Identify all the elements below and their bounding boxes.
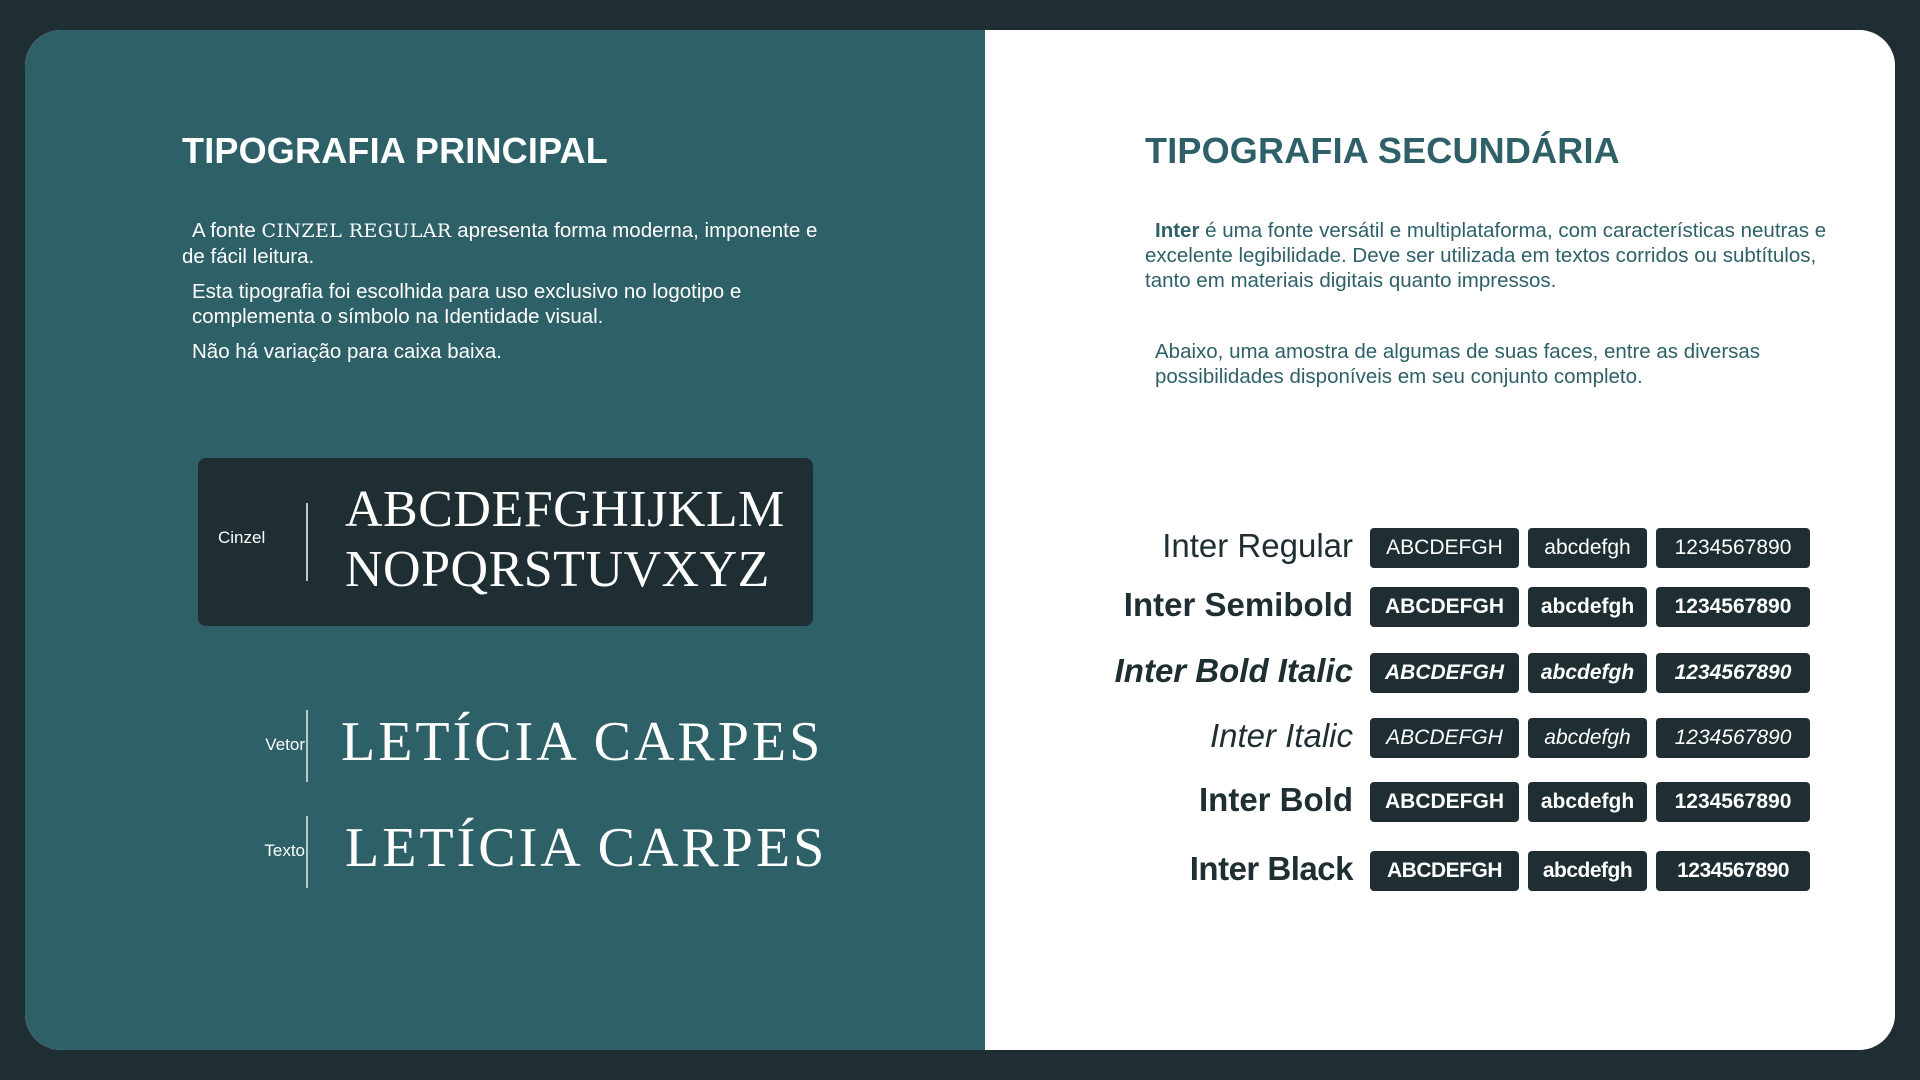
weight-label: Inter Bold Italic <box>1114 652 1353 689</box>
secondary-title: TIPOGRAFIA SECUNDÁRIA <box>1145 130 1620 171</box>
digits-sample: 1234567890 <box>1656 587 1810 627</box>
p1-font-name: CINZEL REGULAR <box>261 220 452 242</box>
secondary-p1-text: é uma fonte versátil e multiplataforma, com características neutras e excelente legibilidade. Deve ser utilizada em textos corridos ou subtítulos, tanto em materiais digitais quanto impressos. <box>1145 219 1827 292</box>
text-divider <box>306 816 308 888</box>
digits-sample: 1234567890 <box>1656 718 1810 758</box>
weight-label: Inter Regular <box>1162 527 1353 564</box>
lowercase-sample: abcdefgh <box>1528 653 1647 693</box>
uppercase-sample: ABCDEFGH <box>1370 851 1519 891</box>
vector-label: Vetor <box>265 735 305 754</box>
typography-card <box>25 30 1895 1050</box>
uppercase-sample: ABCDEFGH <box>1370 653 1519 693</box>
digits-sample: 1234567890 <box>1656 653 1810 693</box>
weight-label: Inter Semibold <box>1123 586 1353 623</box>
weight-label: Inter Bold <box>1199 781 1353 818</box>
digits-sample: 1234567890 <box>1656 851 1810 891</box>
specimen-divider <box>306 503 308 581</box>
p1-suffix: apresenta forma moderna, imponente e de fácil leitura. <box>182 219 818 268</box>
weight-row-black <box>985 849 1895 893</box>
cinzel-specimen-box <box>198 458 813 626</box>
p1-prefix: A fonte <box>192 219 262 242</box>
weight-label: Inter Black <box>1189 850 1353 887</box>
vector-divider <box>306 710 308 782</box>
uppercase-sample: ABCDEFGH <box>1370 782 1519 822</box>
lowercase-sample: abcdefgh <box>1528 782 1647 822</box>
weight-label: Inter Italic <box>1209 717 1353 754</box>
vector-logotype: LETÍCIA CARPES <box>341 711 824 773</box>
digits-sample: 1234567890 <box>1656 528 1810 568</box>
inter-name: Inter <box>1155 219 1200 242</box>
weight-row-regular <box>985 526 1895 570</box>
specimen-uppercase-line-2: NOPQRSTUVXYZ <box>345 541 770 598</box>
weight-row-italic <box>985 716 1895 760</box>
primary-paragraph-2: Esta tipografia foi escolhida para uso exclusivo no logotipo e complementa o símbolo na Identidade visual. <box>192 280 742 328</box>
secondary-paragraph-1 <box>1145 218 1845 293</box>
uppercase-sample: ABCDEFGH <box>1370 587 1519 627</box>
text-logotype: LETÍCIA CARPES <box>345 817 828 879</box>
uppercase-sample: ABCDEFGH <box>1370 718 1519 758</box>
specimen-uppercase-line-1: ABCDEFGHIJKLM <box>345 481 785 538</box>
weight-row-bold <box>985 780 1895 824</box>
text-label: Texto <box>264 841 305 860</box>
weight-row-bold-italic <box>985 651 1895 695</box>
primary-title: TIPOGRAFIA PRINCIPAL <box>182 130 608 171</box>
uppercase-sample: ABCDEFGH <box>1370 528 1519 568</box>
primary-typography-panel <box>25 30 985 1050</box>
secondary-paragraph-2: Abaixo, uma amostra de algumas de suas faces, entre as diversas possibilidades disponíveis em seu conjunto completo. <box>1155 340 1761 388</box>
lowercase-sample: abcdefgh <box>1528 528 1647 568</box>
primary-paragraph-1 <box>182 218 832 269</box>
secondary-typography-panel <box>985 30 1895 1050</box>
digits-sample: 1234567890 <box>1656 782 1810 822</box>
lowercase-sample: abcdefgh <box>1528 851 1647 891</box>
lowercase-sample: abcdefgh <box>1528 587 1647 627</box>
weight-row-semibold <box>985 585 1895 629</box>
lowercase-sample: abcdefgh <box>1528 718 1647 758</box>
primary-paragraph-3: Não há variação para caixa baixa. <box>192 340 502 363</box>
specimen-label: Cinzel <box>218 528 266 547</box>
